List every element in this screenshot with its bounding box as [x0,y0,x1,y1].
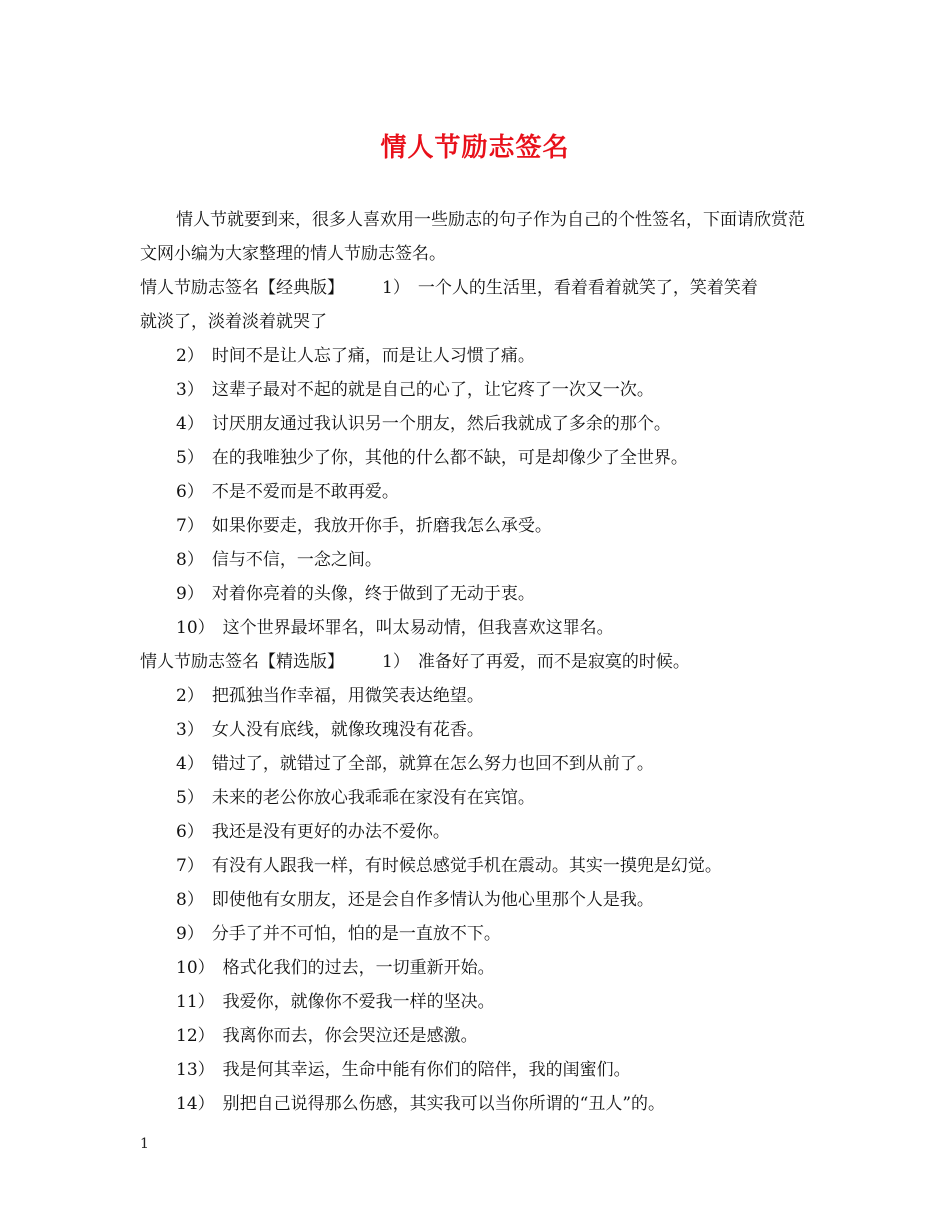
item-text: 别把自己说得那么伤感，其实我可以当你所谓的“丑人”的。 [222,1094,666,1114]
list-item [140,509,820,543]
section-heading-label: 情人节励志签名【精选版】 [140,652,344,672]
item-number: 14） [176,1094,215,1114]
item-number: 9） [176,924,204,944]
item-text: 讨厌朋友通过我认识另一个朋友，然后我就成了多余的那个。 [211,414,671,434]
item-number: 6） [176,482,204,502]
item-text: 错过了，就错过了全部，就算在怎么努力也回不到从前了。 [211,754,654,774]
list-item [140,373,820,407]
item-text: 我离你而去，你会哭泣还是感激。 [222,1026,478,1046]
list-item [140,441,820,475]
list-item [140,849,820,883]
item-text: 分手了并不可怕，怕的是一直放不下。 [211,924,501,944]
list-item [140,815,820,849]
item-number: 3） [176,720,204,740]
item-number: 5） [176,448,204,468]
item-number: 1） [382,278,410,298]
section-heading-label: 情人节励志签名【经典版】 [140,278,344,298]
item-text: 如果你要走，我放开你手，折磨我怎么承受。 [211,516,552,536]
list-item [140,475,820,509]
item-number: 6） [176,822,204,842]
document-title: 情人节励志签名 [380,133,570,163]
item-text: 未来的老公你放心我乖乖在家没有在宾馆。 [211,788,535,808]
list-item [140,747,820,781]
item-continuation: 就淡了，淡着淡着就哭了 [140,312,327,332]
section-items-selected [140,679,820,1121]
item-text: 准备好了再爱，而不是寂寞的时候。 [417,652,690,672]
item-text: 时间不是让人忘了痛，而是让人习惯了痛。 [211,346,535,366]
list-item [140,713,820,747]
item-number: 4） [176,754,204,774]
item-number: 13） [176,1060,215,1080]
item-text: 我爱你，就像你不爱我一样的坚决。 [222,992,495,1012]
list-item [140,1019,820,1053]
item-text: 这辈子最对不起的就是自己的心了，让它疼了一次又一次。 [211,380,654,400]
item-text: 对着你亮着的头像，终于做到了无动于衷。 [211,584,535,604]
item-number: 8） [176,550,204,570]
item-text: 这个世界最坏罪名，叫太易动情，但我喜欢这罪名。 [222,618,614,638]
list-item [140,985,820,1019]
item-text: 我还是没有更好的办法不爱你。 [211,822,450,842]
item-text: 把孤独当作幸福，用微笑表达绝望。 [211,686,484,706]
item-number: 10） [176,958,215,978]
item-number: 7） [176,856,204,876]
item-text: 不是不爱而是不敢再爱。 [211,482,399,502]
list-item [140,951,820,985]
item-number: 12） [176,1026,215,1046]
list-item [140,679,820,713]
list-item [140,1087,820,1121]
page-number: 1 [140,1136,149,1152]
item-text: 女人没有底线，就像玫瑰没有花香。 [211,720,484,740]
list-item [140,917,820,951]
item-number: 7） [176,516,204,536]
item-text: 有没有人跟我一样，有时候总感觉手机在震动。其实一摸兜是幻觉。 [211,856,722,876]
list-item [140,543,820,577]
item-text: 格式化我们的过去，一切重新开始。 [222,958,495,978]
item-text: 在的我唯独少了你，其他的什么都不缺，可是却像少了全世界。 [211,448,688,468]
list-item [140,577,820,611]
list-item [140,611,820,645]
item-text: 一个人的生活里，看着看着就笑了，笑着笑着 [417,278,758,298]
item-text: 信与不信，一念之间。 [211,550,382,570]
section-heading-selected [140,645,820,679]
item-text: 我是何其幸运，生命中能有你们的陪伴，我的闺蜜们。 [222,1060,631,1080]
item-number: 10） [176,618,215,638]
item-number: 3） [176,380,204,400]
list-item [140,883,820,917]
item-number: 9） [176,584,204,604]
list-item [140,1053,820,1087]
intro-paragraph: 情人节就要到来，很多人喜欢用一些励志的句子作为自己的个性签名，下面请欣赏范文网小编为大家整理的情人节励志签名。 [140,210,805,264]
item-number: 4） [176,414,204,434]
item-number: 8） [176,890,204,910]
item-number: 2） [176,346,204,366]
list-item [140,781,820,815]
list-item [140,339,820,373]
list-item [140,407,820,441]
item-number: 1） [382,652,410,672]
item-text: 即使他有女朋友，还是会自作多情认为他心里那个人是我。 [211,890,654,910]
item-number: 11） [176,992,215,1012]
section-heading-classic [140,271,820,305]
document-body [140,203,820,1121]
item-number: 2） [176,686,204,706]
item-number: 5） [176,788,204,808]
section-items-classic [140,339,820,645]
